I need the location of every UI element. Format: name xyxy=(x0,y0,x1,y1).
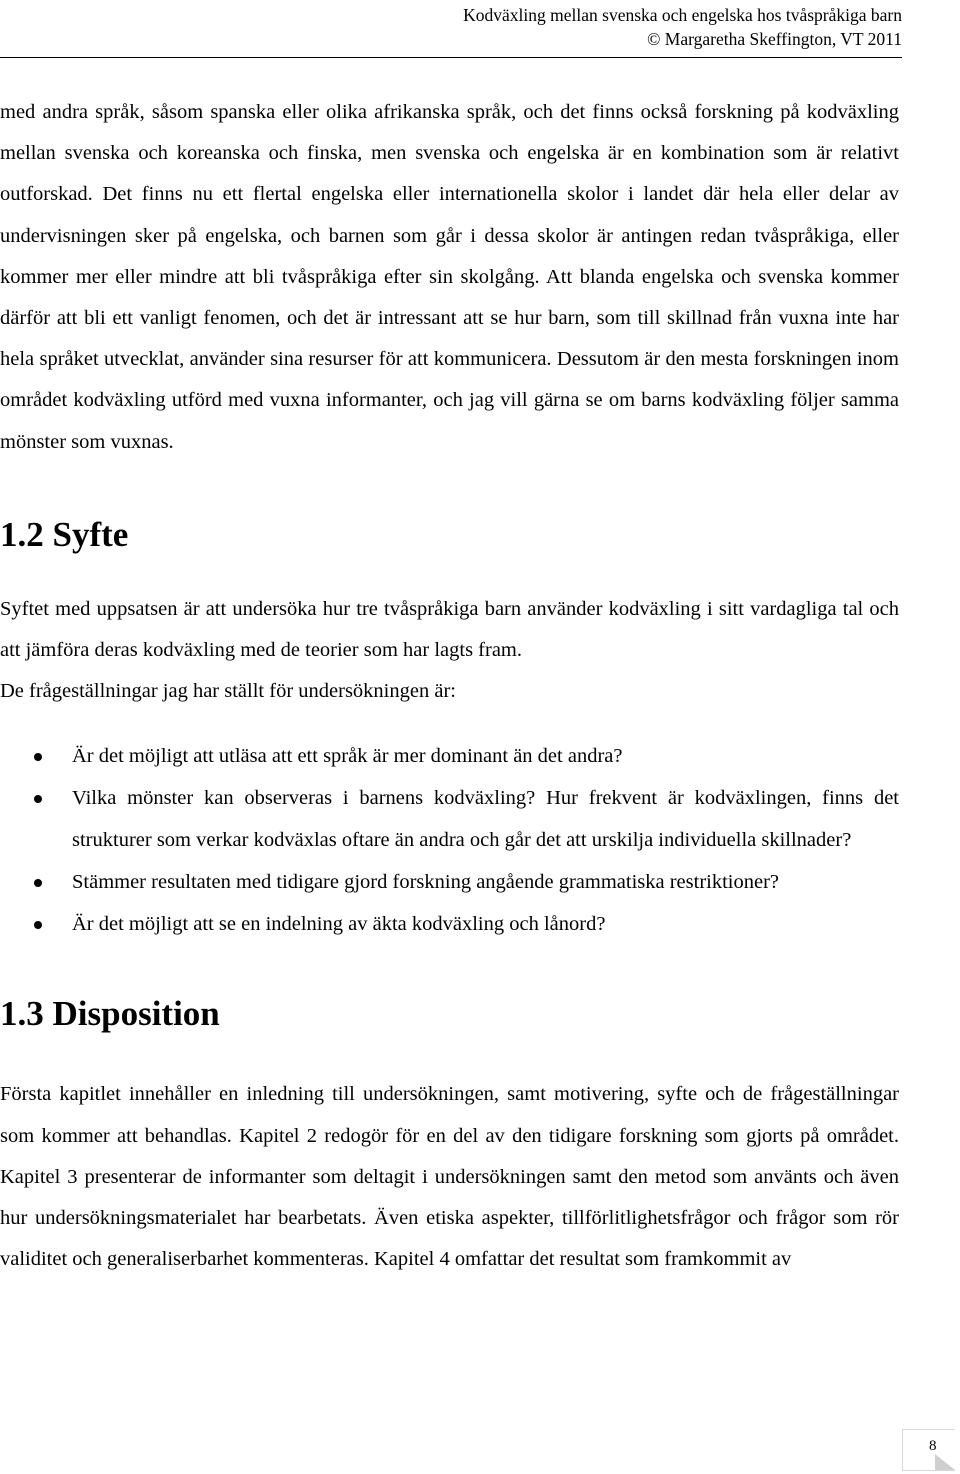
disposition-paragraph: Första kapitlet innehåller en inledning till undersökningen, samt motivering, syfte och de frågeställningar som kommer att behandlas. Kapitel 2 redogör för en del av den tidigare forskning som gjorts på området. Kapitel 3 presenterar de informanter som deltagit i undersökningen samt den metod som använts och även hur undersökningsmaterialet har bearbetats. Även etiska aspekter, tillförlitlighetsfrågor och frågor som rör validitet och generaliserbarhet kommenteras. Kapitel 4 omfattar det resultat som framkommit av xyxy=(0,1083,899,1271)
list-item xyxy=(0,904,899,946)
list-item xyxy=(0,778,899,862)
intro-paragraph: med andra språk, såsom spanska eller olika afrikanska språk, och det finns också forskning på kodväxling mellan svenska och koreanska och finska, men svenska och engelska är en kombination som är relativt outforskad. Det finns nu ett flertal engelska eller internationella skolor i landet där hela eller delar av undervisningen sker på engelska, och barnen som går i dessa skolor är antingen redan tvåspråkiga, eller kommer mer eller mindre att bli tvåspråkiga efter sin skolgång. Att blanda engelska och svenska kommer därför att bli ett vanligt fenomen, och det är intressant att se hur barn, som till skillnad från vuxna inte har hela språket utvecklat, använder sina resurser för att kommunicera. Dessutom är den mesta forskningen inom området kodväxling utförd med vuxna informanter, och jag vill gärna se om barns kodväxling följer samma mönster som vuxnas. xyxy=(0,101,899,453)
page-number-box xyxy=(902,1429,955,1471)
list-item xyxy=(0,736,899,778)
list-item-text: Är det möjligt att se en indelning av äkta kodväxling och lånord? xyxy=(72,912,606,935)
running-header-copyright: © Margaretha Skeffington, VT 2011 xyxy=(647,29,902,49)
list-item-text: Är det möjligt att utläsa att ett språk är mer dominant än det andra? xyxy=(72,745,623,768)
research-questions-list xyxy=(0,736,899,945)
section-heading-syfte: 1.2 Syfte xyxy=(0,514,129,554)
section-heading-disposition: 1.3 Disposition xyxy=(0,994,220,1034)
header-divider xyxy=(0,57,902,58)
syfte-paragraph: Syftet med uppsatsen är att undersöka hur tre tvåspråkiga barn använder kodväxling i sitt vardagliga tal och att jämföra deras kodväxling med de teorier som har lagts fram. xyxy=(0,597,899,662)
running-header xyxy=(463,3,902,51)
bullet-icon xyxy=(34,753,42,761)
running-header-title: Kodväxling mellan svenska och engelska hos tvåspråkiga barn xyxy=(463,5,902,25)
list-item-text: Vilka mönster kan observeras i barnens kodväxling? Hur frekvent är kodväxlingen, finns det strukturer som verkar kodväxlas oftare än andra och går det att urskilja individuella skillnader? xyxy=(72,787,899,852)
page-curl-icon xyxy=(935,1454,955,1470)
list-item xyxy=(0,862,899,904)
page-number: 8 xyxy=(929,1438,937,1454)
list-item-text: Stämmer resultaten med tidigare gjord forskning angående grammatiska restriktioner? xyxy=(72,870,780,893)
questions-intro: De frågeställningar jag har ställt för undersökningen är: xyxy=(0,680,456,703)
bullet-icon xyxy=(34,921,42,929)
bullet-icon xyxy=(34,795,42,803)
page-body xyxy=(0,92,899,1280)
bullet-icon xyxy=(34,879,42,887)
